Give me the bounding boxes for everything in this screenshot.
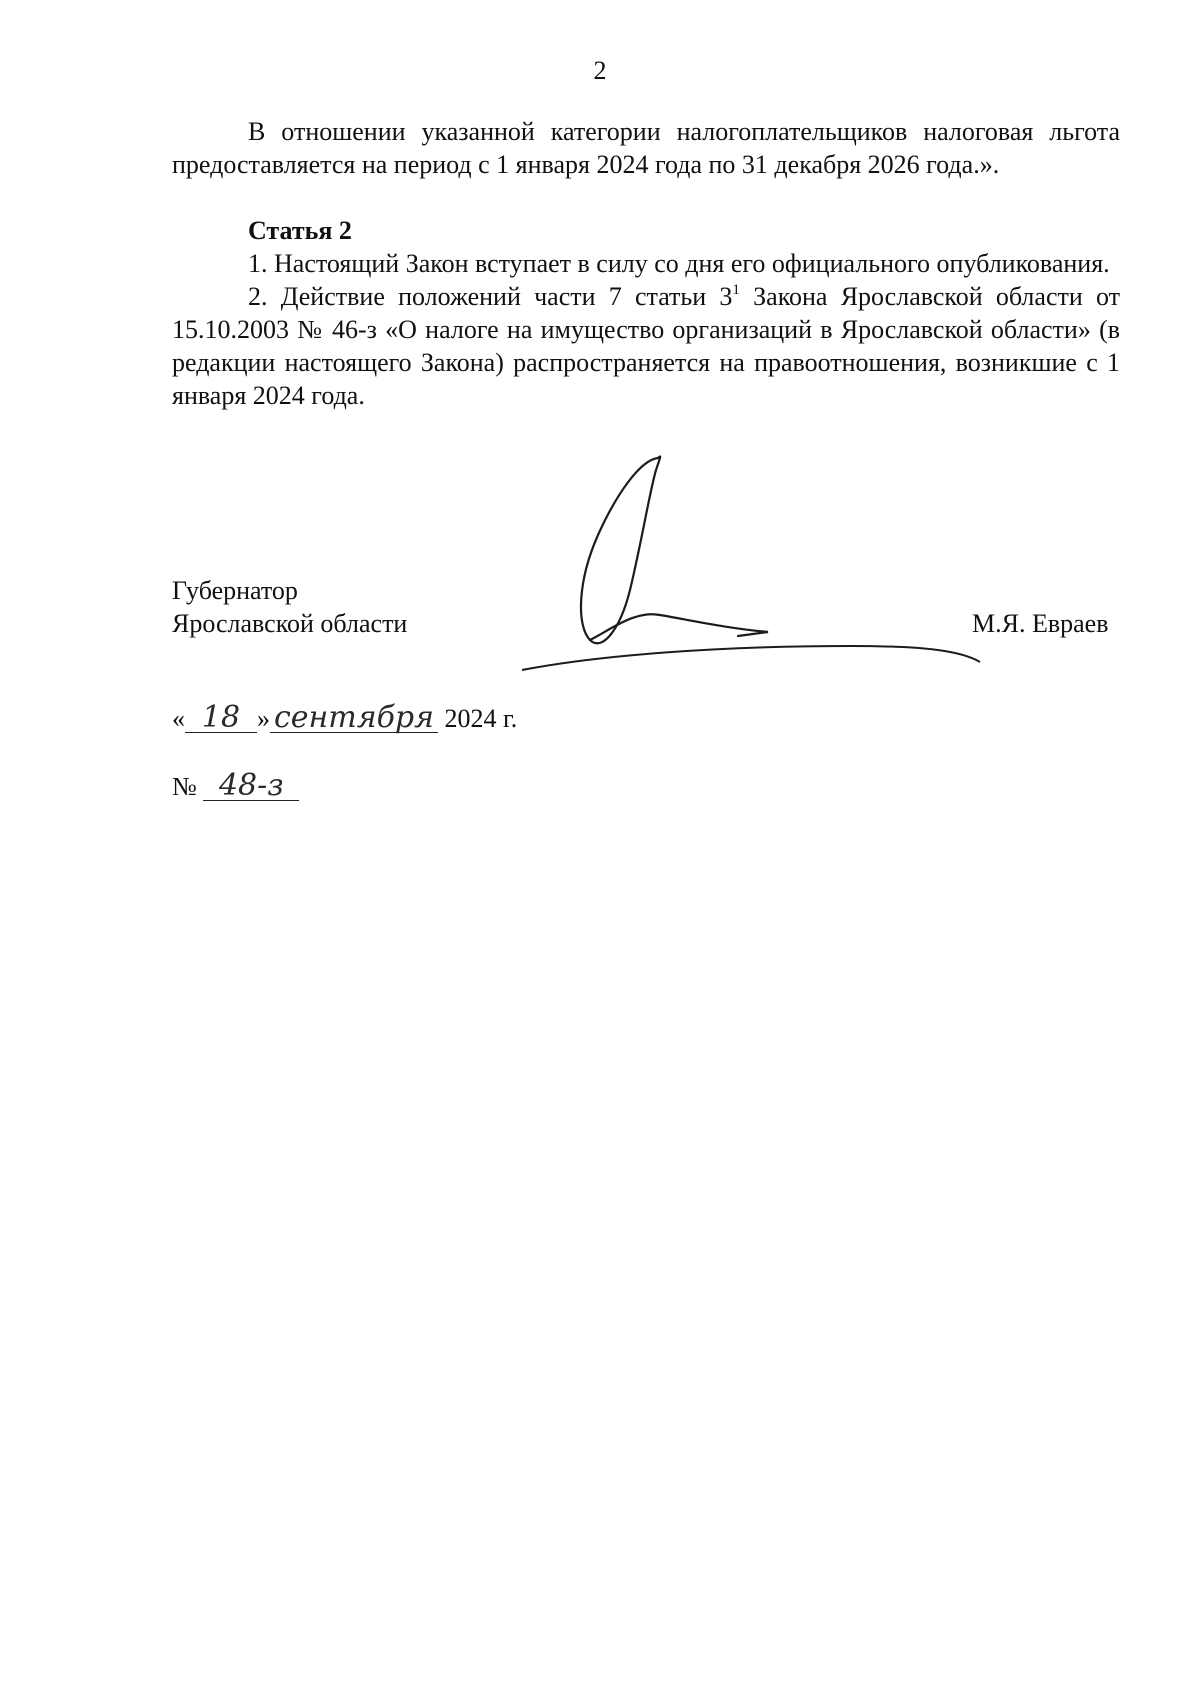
- signatory-title: [172, 574, 407, 640]
- paragraph-tax-benefit: В отношении указанной категории налогоплательщиков налоговая льгота предоставляется на период с 1 января 2024 года по 31 декабря 2026 года.».: [172, 117, 1120, 179]
- document-body: [172, 115, 1120, 412]
- signing-date: [172, 702, 517, 735]
- law-number: [172, 770, 299, 803]
- date-open-quote: «: [172, 704, 185, 733]
- date-year: 2024 г.: [444, 704, 518, 733]
- signatory-name: М.Я. Евраев: [972, 609, 1109, 638]
- law-number-prefix: №: [172, 772, 197, 801]
- paragraph-part-1: 2. Действие положений части 7 статьи 3: [248, 282, 733, 311]
- date-month: сентября: [270, 704, 438, 733]
- superscript: 1: [732, 282, 740, 298]
- page-number: 2: [593, 56, 607, 85]
- paragraph-retroactive-effect: [172, 280, 1120, 412]
- signature-icon: [520, 440, 1020, 700]
- signatory-title-line-2: Ярославской области: [172, 609, 408, 638]
- date-day: 18: [185, 704, 257, 733]
- paragraph-part-2: Закона Ярославской области от 15.10.2003 № 46-з «О налоге на имущество организаций в Ярославской области» (в редакции настоящего Закона) распространяется на правоотношения, возникшие с 1 января 2024 года.: [172, 282, 1120, 410]
- date-close-quote: »: [257, 704, 270, 733]
- article-title: Статья 2: [248, 216, 352, 245]
- law-number-value: 48-з: [203, 772, 299, 801]
- signatory-title-line-1: Губернатор: [172, 576, 298, 605]
- paragraph-entry-into-force: 1. Настоящий Закон вступает в силу со дня его официального опубликования.: [248, 249, 1110, 278]
